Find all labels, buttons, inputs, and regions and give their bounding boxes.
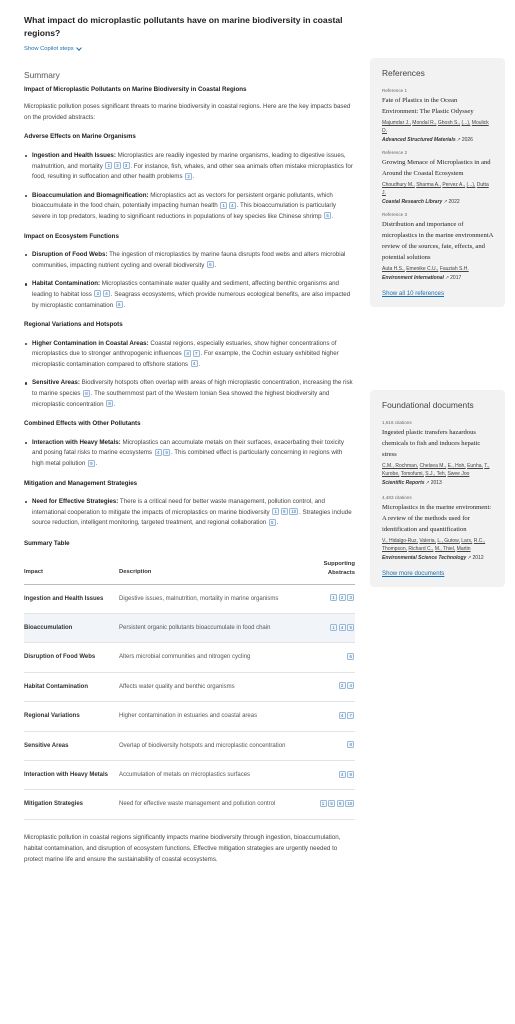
author-link[interactable]: Lars,: [461, 538, 473, 544]
author-link[interactable]: Mondal R.,: [412, 120, 437, 126]
summary-heading: Impact of Microplastic Pollutants on Marine Biodiversity in Coastal Regions: [24, 85, 247, 93]
summary-sections: [24, 132, 355, 529]
chevron-down-icon: [76, 45, 82, 51]
impact-cell: Regional Variations: [24, 702, 119, 731]
copilot-steps-label: Show Copilot steps: [24, 46, 74, 52]
citation-badge[interactable]: 2: [185, 173, 192, 180]
bullet-list: [24, 250, 355, 311]
table-row: [24, 790, 355, 819]
document-title[interactable]: Distribution and importance of microplastics in the marine environmentA review of the sources, fate, effects, and potential solutions: [382, 221, 493, 261]
publication-year: 2012: [472, 555, 484, 561]
author-list: [382, 119, 493, 135]
journal-line: [382, 554, 493, 562]
bullet-title: Disruption of Food Webs:: [32, 251, 108, 259]
bullet-item: Disruption of Food Webs: The ingestion of microplastics by marine fauna disrupts food webs and alters microbial communities, impacting nutrient cycling and overall biodiversity 6 .: [24, 250, 355, 271]
summary-subsection: [24, 479, 355, 529]
summary-label: Summary: [24, 70, 60, 80]
reference-number: Reference 1: [382, 88, 408, 93]
citation-badge[interactable]: 1: [220, 202, 227, 209]
citation-count: 4,483 citations: [382, 495, 412, 500]
publication-year: 2022: [448, 199, 460, 205]
description-cell: Digestive issues, malnutrition, mortality in marine organisms: [119, 584, 315, 613]
citation-badge[interactable]: 5: [269, 519, 276, 526]
table-header-description: Description: [119, 556, 315, 585]
author-list: [382, 462, 493, 478]
journal-name: Environmental Science Technology: [382, 555, 467, 561]
description-cell: Overlap of biodiversity hotspots and microplastic concentration: [119, 731, 315, 760]
impact-cell: Interaction with Heavy Metals: [24, 761, 119, 790]
description-cell: Accumulation of metals on microplastics surfaces: [119, 761, 315, 790]
bullet-title: Need for Effective Strategies:: [32, 498, 119, 506]
author-link[interactable]: Moulick D.: [382, 120, 489, 134]
external-link-icon[interactable]: ↗: [467, 555, 472, 561]
citation-badge[interactable]: 4: [191, 360, 198, 367]
citation-count: 1,616 citations: [382, 420, 412, 425]
citation-badge[interactable]: 4: [229, 202, 236, 209]
citation-badge[interactable]: 3: [123, 162, 130, 169]
citation-badge[interactable]: 8: [347, 741, 354, 748]
subsection-heading: Combined Effects with Other Pollutants: [24, 420, 141, 428]
citation-badge[interactable]: 4: [184, 350, 191, 357]
author-list: [382, 265, 493, 273]
foundational-list: [382, 420, 493, 562]
citation-badge[interactable]: 2: [339, 682, 346, 689]
subsection-heading: Regional Variations and Hotspots: [24, 321, 123, 329]
author-link[interactable]: R.C., Thompson,: [382, 538, 486, 552]
citation-badge[interactable]: 7: [347, 712, 354, 719]
citation-badge[interactable]: 8: [106, 400, 113, 407]
journal-line: [382, 198, 493, 206]
description-cell: Persistent organic pollutants bioaccumulate in food chain: [119, 614, 315, 643]
bullet-item: Bioaccumulation and Biomagnification: Microplastics act as vectors for persistent organic pollutants, which bioaccumulate in the food chain, potentially impacting human health 1 4 . This bioaccumulation is particularly severe in top predators, leading to significant reductions in populations of key species like Chinese shrimp 5 .: [24, 191, 355, 223]
citation-badge[interactable]: 4: [155, 449, 162, 456]
author-link[interactable]: Majumdar J.,: [382, 120, 411, 126]
reference-item: [382, 88, 493, 144]
external-link-icon[interactable]: ↗: [425, 480, 430, 486]
summary-section: [24, 70, 355, 865]
bullet-title: Sensitive Areas:: [32, 379, 80, 387]
journal-name: Environment International: [382, 275, 444, 281]
author-link[interactable]: Tomofumi,: [400, 471, 424, 477]
external-link-icon[interactable]: ↗: [456, 137, 461, 143]
author-link[interactable]: Fauziah S.H.: [439, 266, 469, 272]
reference-item: [382, 212, 493, 282]
citation-badge[interactable]: 2: [94, 290, 101, 297]
journal-line: [382, 479, 493, 487]
citation-badge[interactable]: 1: [330, 594, 337, 601]
subsection-heading: Adverse Effects on Marine Organisms: [24, 133, 136, 141]
abstracts-cell: [315, 584, 355, 613]
author-link[interactable]: V., Hidalgo-Ruz,: [382, 538, 418, 544]
author-link[interactable]: Martin: [456, 546, 471, 552]
journal-name: Coastal Research Library: [382, 199, 443, 205]
citation-badge[interactable]: 4: [347, 682, 354, 689]
subsection-heading: Impact on Ecosystem Functions: [24, 232, 119, 240]
description-cell: Need for effective waste management and pollution control: [119, 790, 315, 819]
table-row: [24, 614, 355, 643]
impact-cell: Bioaccumulation: [24, 614, 119, 643]
citation-badge[interactable]: 1: [272, 508, 279, 515]
citation-badge[interactable]: 5: [324, 212, 331, 219]
publication-year: 2026: [461, 137, 473, 143]
bullet-list: [24, 339, 355, 411]
author-list: [382, 181, 493, 197]
bullet-title: Ingestion and Health Issues:: [32, 151, 116, 159]
table-row: [24, 672, 355, 701]
citation-badge[interactable]: 6: [347, 653, 354, 660]
bullet-list: [24, 151, 355, 223]
citation-badge[interactable]: 4: [339, 771, 346, 778]
reference-number: Reference 2: [382, 150, 408, 155]
bullet-title: Interaction with Heavy Metals:: [32, 438, 121, 446]
author-link[interactable]: L., Gutow,: [437, 538, 460, 544]
citation-badge[interactable]: 1: [330, 624, 337, 631]
foundational-item: [382, 420, 493, 487]
summary-subsection: [24, 320, 355, 410]
citation-badge[interactable]: 2: [114, 162, 121, 169]
author-link[interactable]: (...),: [461, 120, 471, 126]
table-row: [24, 702, 355, 731]
foundational-title: Foundational documents: [382, 400, 474, 410]
references-title: References: [382, 68, 425, 78]
citation-badge[interactable]: 7: [193, 350, 200, 357]
table-row: [24, 584, 355, 613]
author-link[interactable]: Richard C.,: [408, 546, 434, 552]
author-link[interactable]: Ghosh S.,: [437, 120, 461, 126]
summary-table: [24, 556, 355, 820]
author-list: [382, 537, 493, 553]
citation-badge[interactable]: 2: [339, 594, 346, 601]
author-link[interactable]: Swee Joo: [447, 471, 470, 477]
impact-cell: Mitigation Strategies: [24, 790, 119, 819]
journal-name: Scientific Reports: [382, 480, 425, 486]
impact-cell: Habitat Contamination: [24, 672, 119, 701]
journal-line: [382, 136, 493, 144]
bullet-list: [24, 438, 355, 470]
subsection-heading: Mitigation and Management Strategies: [24, 479, 138, 487]
journal-name: Advanced Structured Materials: [382, 137, 456, 143]
author-link[interactable]: Eunha,: [467, 463, 483, 469]
external-link-icon[interactable]: ↗: [443, 199, 448, 205]
abstracts-cell: [315, 614, 355, 643]
foundational-panel: [370, 390, 505, 587]
bullet-item: Sensitive Areas: Biodiversity hotspots often overlap with areas of high microplastic concentration, increasing the risk to marine species 8 . The southernmost part of the Western Ionian Sea showed the highest biodiversity and microplastic concentration 8 .: [24, 378, 355, 410]
references-panel: [370, 58, 505, 307]
citation-badge[interactable]: 9: [281, 508, 288, 515]
author-link[interactable]: Chelsea M.,: [419, 463, 447, 469]
impact-cell: Ingestion and Health Issues: [24, 584, 119, 613]
citation-badge[interactable]: 3: [347, 594, 354, 601]
citation-badge[interactable]: 6: [116, 301, 123, 308]
impact-cell: Disruption of Food Webs: [24, 643, 119, 672]
bullet-item: Need for Effective Strategies: There is a critical need for better waste management, pollution control, and international cooperation to mitigate the impacts of microplastics on marine biodiversity 1 9 10 . Strategies include source reduction, intelligent monitoring, targeted treatment, and regional collaboration 5 .: [24, 497, 355, 529]
reference-list: [382, 88, 493, 282]
publication-year: 2017: [450, 275, 462, 281]
document-title[interactable]: Fate of Plastics in the Ocean Environment: The Plastic Odyssey: [382, 97, 474, 115]
author-link[interactable]: E., Hoh,: [447, 463, 466, 469]
abstracts-cell: [315, 790, 355, 819]
citation-badge[interactable]: 4: [339, 624, 346, 631]
bullet-title: Higher Contamination in Coastal Areas:: [32, 339, 149, 347]
author-link[interactable]: Choudhury M.,: [382, 182, 415, 188]
bullet-title: Bioaccumulation and Biomagnification:: [32, 191, 149, 199]
bullet-item: Habitat Contamination: Microplastics contaminate water quality and sediment, affecting benthic organisms and leading to habitat loss 2 4 . Seagrass ecosystems, which provide numerous ecological benefits, are also impacted by microplastic contamination 6 .: [24, 279, 355, 311]
citation-badge[interactable]: 9: [88, 460, 95, 467]
reference-number: Reference 3: [382, 212, 408, 217]
author-link[interactable]: Pervez A.,: [442, 182, 466, 188]
external-link-icon[interactable]: ↗: [444, 275, 450, 281]
author-link[interactable]: (...),: [466, 182, 476, 188]
table-header-abstracts: Supporting Abstracts: [315, 556, 355, 585]
description-cell: Affects water quality and benthic organisms: [119, 672, 315, 701]
foundational-item: [382, 495, 493, 562]
table-row: [24, 731, 355, 760]
author-link[interactable]: Emenike C.U.,: [406, 266, 439, 272]
citation-badge[interactable]: 10: [291, 509, 297, 515]
bullet-item: Ingestion and Health Issues: Microplastics are readily ingested by marine organisms, leading to digestive issues, malnutrition, and mortality 1 2 3 . For instance, fish, whales, and other sea animals often mistake microplastics for food, resulting in suffocation and other health problems 2 .: [24, 151, 355, 183]
bullet-title: Habitat Contamination:: [32, 280, 101, 288]
author-link[interactable]: T., Kurobe,: [382, 463, 490, 477]
citation-badge[interactable]: 9: [337, 800, 344, 807]
show-more-documents-link[interactable]: Show more documents: [382, 570, 445, 577]
question-title: What impact do microplastic pollutants have on marine biodiversity in coastal regions?: [24, 15, 343, 38]
author-link[interactable]: S.J., Teh,: [425, 471, 447, 477]
summary-subsection: [24, 419, 355, 469]
citation-badge[interactable]: 9: [163, 449, 170, 456]
author-link[interactable]: Auta H.S.,: [382, 266, 405, 272]
summary-conclusion: Microplastic pollution in coastal regions significantly impacts marine biodiversity through ingestion, bioaccumulation, habitat contamination, and disruption of ecosystem functions. Effective mitigation strategies are urgently needed to protect marine life and ensure the sustainability of coastal ecosystems.: [24, 833, 341, 863]
impact-cell: Sensitive Areas: [24, 731, 119, 760]
publication-year: 2013: [430, 480, 442, 486]
abstracts-cell: [315, 702, 355, 731]
summary-table-title: Summary Table: [24, 540, 70, 547]
show-all-references-link[interactable]: Show all 10 references: [382, 290, 444, 297]
show-copilot-steps-button[interactable]: [24, 46, 81, 52]
author-link[interactable]: M., Thiel,: [434, 546, 456, 552]
document-title[interactable]: Growing Menace of Microplastics in and Around the Coastal Ecosystem: [382, 159, 491, 177]
author-link[interactable]: Dutta J.: [382, 182, 489, 196]
citation-badge[interactable]: 6: [207, 261, 214, 268]
author-link[interactable]: Valeria,: [419, 538, 436, 544]
citation-badge[interactable]: 9: [347, 771, 354, 778]
table-row: [24, 643, 355, 672]
journal-line: [382, 274, 493, 282]
citation-badge[interactable]: 8: [83, 390, 90, 397]
bullet-list: [24, 497, 355, 529]
citation-badge[interactable]: 4: [339, 712, 346, 719]
citation-badge[interactable]: 10: [347, 800, 353, 806]
description-cell: Higher contamination in estuaries and coastal areas: [119, 702, 315, 731]
reference-item: [382, 150, 493, 206]
table-row: [24, 761, 355, 790]
table-header-impact: Impact: [24, 556, 119, 585]
summary-subsection: [24, 232, 355, 312]
summary-intro: Microplastic pollution poses significant threats to marine biodiversity in coastal regions. Here are the key impacts based on the provided abstracts:: [24, 103, 351, 121]
author-link[interactable]: Sharma A.,: [416, 182, 441, 188]
abstracts-cell: [315, 731, 355, 760]
abstracts-cell: [315, 643, 355, 672]
bullet-item: Interaction with Heavy Metals: Microplastics can accumulate metals on their surfaces, exacerbating their toxicity and posing fatal risks to marine ecosystems 4 9 . This combined effect is particularly concerning in regions with high metal pollution 9 .: [24, 438, 355, 470]
citation-badge[interactable]: 5: [347, 624, 354, 631]
citation-badge[interactable]: 1: [320, 800, 327, 807]
citation-badge[interactable]: 1: [105, 162, 112, 169]
author-link[interactable]: C.M., Rochman,: [382, 463, 419, 469]
summary-subsection: [24, 132, 355, 222]
abstracts-cell: [315, 672, 355, 701]
document-title[interactable]: Ingested plastic transfers hazardous chemicals to fish and induces hepatic stress: [382, 429, 481, 458]
description-cell: Alters microbial communities and nitrogen cycling: [119, 643, 315, 672]
abstracts-cell: [315, 761, 355, 790]
document-title[interactable]: Microplastics in the marine environment: A review of the methods used for identification and quantification: [382, 504, 492, 533]
bullet-item: Higher Contamination in Coastal Areas: Coastal regions, especially estuaries, show higher concentrations of microplastics due to stronger anthropogenic influences 4 7 . For example, the Cochin estuary exhibited higher microplastic contamination compared to offshore stations 4 .: [24, 339, 355, 371]
citation-badge[interactable]: 4: [103, 290, 110, 297]
citation-badge[interactable]: 5: [328, 800, 335, 807]
